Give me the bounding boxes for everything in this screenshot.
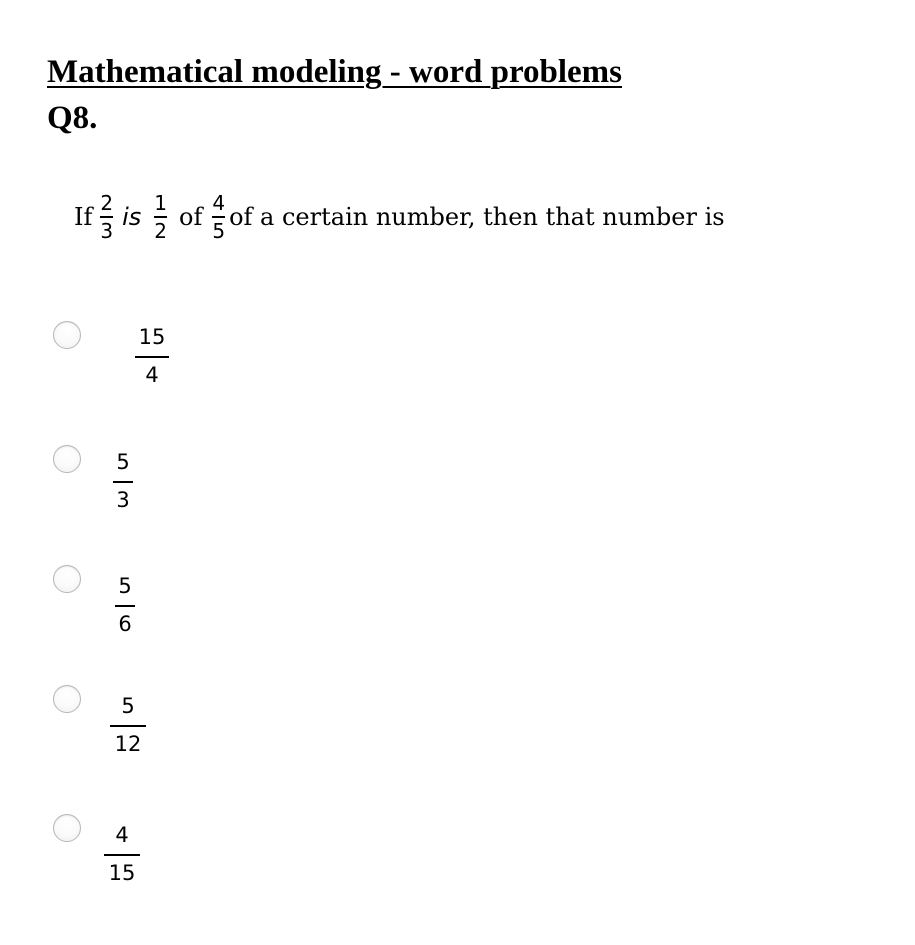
- answer-option-1[interactable]: [0, 320, 915, 420]
- radio-button[interactable]: [53, 321, 81, 349]
- answer-option-5[interactable]: [0, 814, 915, 914]
- answer-option-2[interactable]: [0, 445, 915, 545]
- question-text: [74, 178, 725, 256]
- radio-button[interactable]: [53, 445, 81, 473]
- fraction-bar: [135, 356, 169, 358]
- radio-button[interactable]: [53, 814, 81, 842]
- question-is-word: is: [122, 203, 142, 231]
- option-fraction: [115, 573, 135, 637]
- answer-option-3[interactable]: [0, 565, 915, 665]
- fraction-numerator: 4: [212, 191, 226, 215]
- question-number: Q8.: [47, 100, 98, 136]
- fraction-denominator: 12: [114, 732, 142, 756]
- question-suffix: of a certain number, then that number is: [229, 203, 725, 231]
- option-fraction: [104, 822, 140, 886]
- fraction-bar: [104, 854, 140, 856]
- fraction-numerator: 4: [115, 823, 129, 847]
- fraction-numerator: 5: [121, 694, 135, 718]
- fraction-denominator: 2: [154, 219, 168, 243]
- fraction-denominator: 3: [100, 219, 114, 243]
- question-prefix: If: [74, 203, 93, 231]
- radio-button[interactable]: [53, 685, 81, 713]
- fraction-denominator: 5: [212, 219, 226, 243]
- fraction-denominator: 4: [145, 363, 159, 387]
- question-fraction-1: [100, 192, 113, 242]
- fraction-numerator: 1: [154, 191, 168, 215]
- fraction-bar: [113, 481, 133, 483]
- fraction-bar: [154, 216, 167, 218]
- option-fraction: [135, 324, 169, 388]
- fraction-numerator: 15: [138, 325, 166, 349]
- page-title: Mathematical modeling - word problems: [47, 54, 623, 90]
- fraction-numerator: 2: [100, 191, 114, 215]
- option-fraction: [113, 449, 133, 513]
- fraction-bar: [110, 725, 146, 727]
- fraction-numerator: 5: [118, 574, 132, 598]
- option-fraction: [110, 693, 146, 757]
- question-fraction-3: [212, 192, 225, 242]
- question-fraction-2: [154, 192, 167, 242]
- radio-button[interactable]: [53, 565, 81, 593]
- fraction-denominator: 6: [118, 612, 132, 636]
- fraction-denominator: 15: [108, 861, 136, 885]
- answer-option-4[interactable]: [0, 685, 915, 785]
- fraction-numerator: 5: [116, 450, 130, 474]
- fraction-bar: [115, 605, 135, 607]
- fraction-denominator: 3: [116, 488, 130, 512]
- question-of-word: of: [179, 203, 203, 231]
- fraction-bar: [212, 216, 225, 218]
- fraction-bar: [100, 216, 113, 218]
